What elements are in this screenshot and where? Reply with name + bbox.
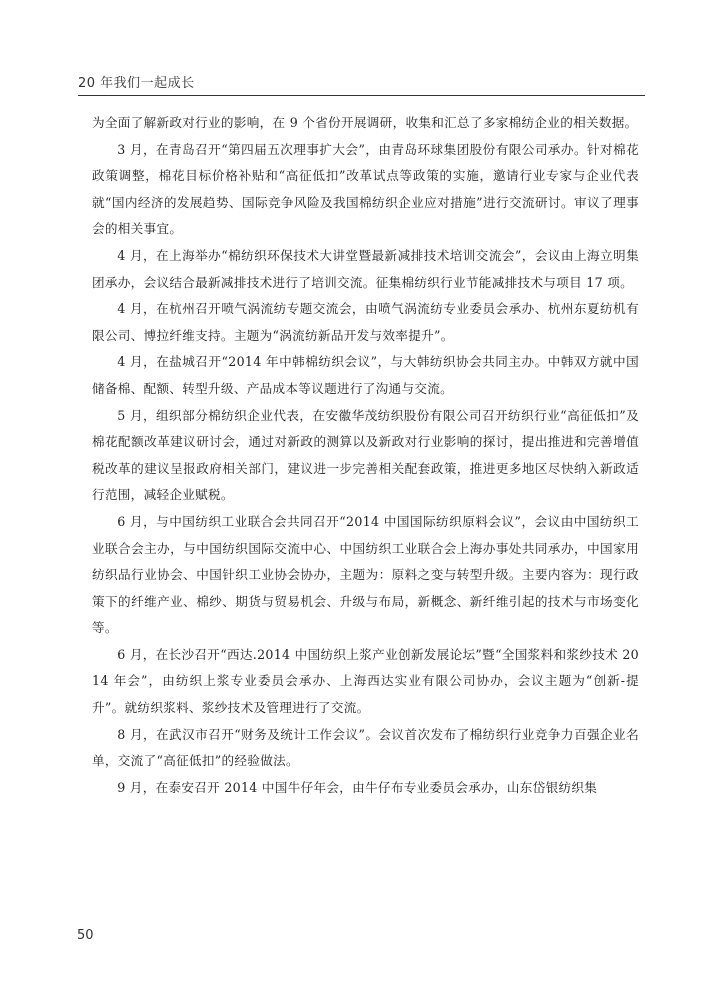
body-text [92, 110, 639, 801]
paragraph: 3 月，在青岛召开“第四届五次理事扩大会”，由青岛环球集团股份有限公司承办。针对棉花政策调整，棉花目标价格补贴和“高征低扣”改革试点等政策的实施，邀请行业专家与企业代表就“国内经济的发展趋势、国际竞争风险及我国棉纺织企业应对措施”进行交流研讨。审议了理事会的相关事宜。 [92, 141, 639, 237]
paragraph: 4 月，在杭州召开喷气涡流纺专题交流会，由喷气涡流纺专业委员会承办、杭州东夏纺机有限公司、博拉纤维支持。主题为“涡流纺新品开发与效率提升”。 [92, 301, 639, 343]
paragraph: 6 月，在长沙召开“西达.2014 中国纺织上浆产业创新发展论坛”暨“全国浆料和浆纱技术 2014 年会”，由纺织上浆专业委员会承办、上海西达实业有限公司协办，会议主题为“创新-提升”。就纺织浆料、浆纱技术及管理进行了交流。 [92, 646, 639, 716]
running-header [78, 73, 645, 96]
paragraph: 9 月，在泰安召开 2014 中国牛仔年会，由牛仔布专业委员会承办，山东岱银纺织集 [117, 779, 598, 795]
paragraph: 4 月，在盐城召开“2014 年中韩棉纺织会议”，与大韩纺织协会共同主办。中韩双方就中国储备棉、配额、转型升级、产品成本等议题进行了沟通与交流。 [92, 354, 639, 396]
header-title: 20 年我们一起成长 [78, 76, 195, 91]
paragraph: 为全面了解新政对行业的影响，在 9 个省份开展调研，收集和汇总了多家棉纺企业的相关数据。 [92, 115, 638, 130]
paragraph: 4 月，在上海举办“棉纺织环保技术大讲堂暨最新减排技术培训交流会”，会议由上海立明集团承办，会议结合最新减排技术进行了培训交流。征集棉纺织行业节能减排技术与项目 17 项。 [92, 247, 639, 290]
paragraph: 5 月，组织部分棉纺织企业代表，在安徽华茂纺织股份有限公司召开纺织行业“高征低扣”及棉花配额改革建议研讨会，通过对新政的测算以及新政对行业影响的探讨，提出推进和完善增值税改革的建议呈报政府相关部门，建议进一步完善相关配套政策，推进更多地区尽快纳入新政适行范围，减轻企业赋税。 [92, 407, 639, 503]
page-number: 50 [77, 928, 94, 943]
paragraph: 8 月，在武汉市召开“财务及统计工作会议”。会议首次发布了棉纺织行业竞争力百强企业名单，交流了“高征低扣”的经验做法。 [92, 726, 639, 769]
paragraph: 6 月，与中国纺织工业联合会共同召开“2014 中国国际纺织原料会议”，会议由中国纺织工业联合会主办，与中国纺织国际交流中心、中国纺织工业联合会上海办事处共同承办，中国家用纺织品行业协会、中国针织工业协会协办，主题为：原料之变与转型升级。主要内容为：现行政策下的纤维产业、棉纱、期货与贸易机会、升级与布局，新概念、新纤维引起的技术与市场变化等。 [92, 513, 639, 636]
